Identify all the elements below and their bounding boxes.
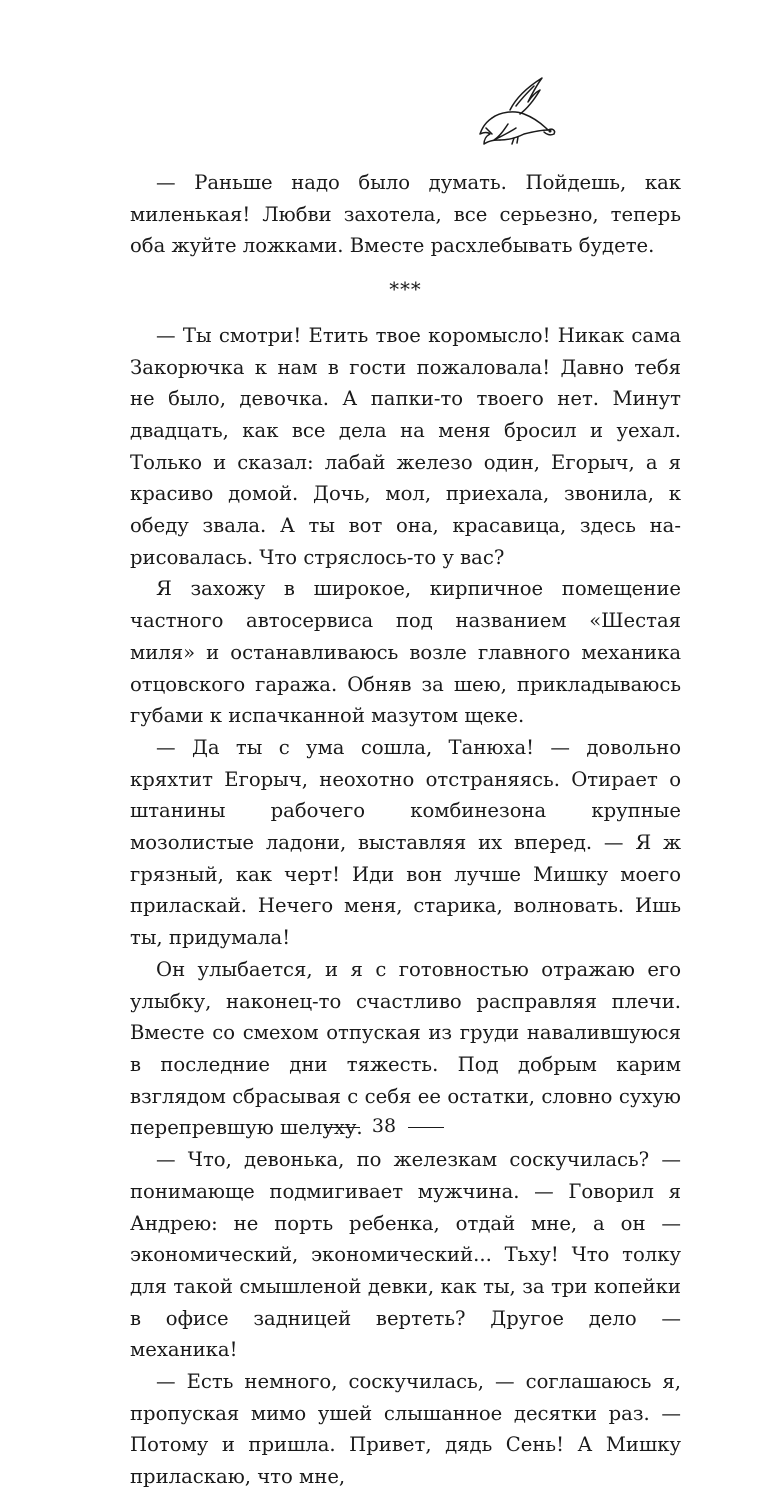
paragraph: — Есть немного, соскучилась, — соглашаюсь я, пропуская мимо ушей слышанное десятки раз. — Потому и пришла. Привет, дядь Сень! А Мишку приласкаю, что мне, <box>130 1370 681 1489</box>
dove-icon <box>470 70 560 160</box>
paragraph: Он улыбается, и я с готовностью отражаю его улыбку, наконец-то счастливо расправляя плечи. Вместе со смехом отпуская из груди навалившуюся в последние дни тяжесть. Под добрым карим взглядом сбрасывая с себя ее остатки, словно сухую перепревшую шелуху. <box>130 957 681 1140</box>
paragraph: — Что, девонька, по железкам соскучилась? — понимающе подмигивает мужчина. — Говорил я Андрею: не порть ребенка, отдай мне, а он — экономический, экономический... Тьху! Что толку для такой смышленой девки, как ты, за три копейки в офисе задницей вертеть? Другое дело — механика! <box>130 1148 681 1362</box>
page-footer <box>0 1115 768 1137</box>
paragraph: — Да ты с ума сошла, Танюха! — довольно кряхтит Егорыч, неохотно отстраняясь. Отирает о штанины рабочего комбинезона крупные мозолистые ладони, выставляя их вперед. — Я ж грязный, как черт! Иди вон лучше Мишку моего приласкай. Нечего меня, старика, волновать. Ишь ты, придумала! <box>130 735 681 950</box>
page-number: 38 <box>371 1115 397 1137</box>
folio-dash-right <box>408 1127 444 1128</box>
paragraph: Я захожу в широкое, кирпичное помещение частного автосервиса под названием «Шестая миля» и останавливаюсь возле главного механика отцовского гаража. Обняв за шею, прикладываюсь губами к испачканной мазутом щеке. <box>130 577 681 728</box>
paragraph: — Раньше надо было думать. Пойдешь, как миленькая! Любви захотела, все серьезно, теперь оба жуйте ложками. Вместе расхлебывать будете. <box>130 171 681 258</box>
folio-dash-left <box>324 1127 360 1128</box>
body-text <box>130 167 681 1493</box>
paragraph: — Ты смотри! Етить твое коромысло! Никак сама Закорючка к нам в гости пожаловала! Давно тебя не было, девочка. А папки-то твоего нет. Минут двадцать, как все дела на меня бросил и уехал. Только и сказал: лабай железо один, Егорыч, а я красиво домой. Дочь, мол, приехала, звонила, к обеду звала. А ты вот она, красавица, здесь нарисовалась. Что стряслось-то у вас? <box>130 323 681 569</box>
section-separator: *** <box>389 278 422 302</box>
